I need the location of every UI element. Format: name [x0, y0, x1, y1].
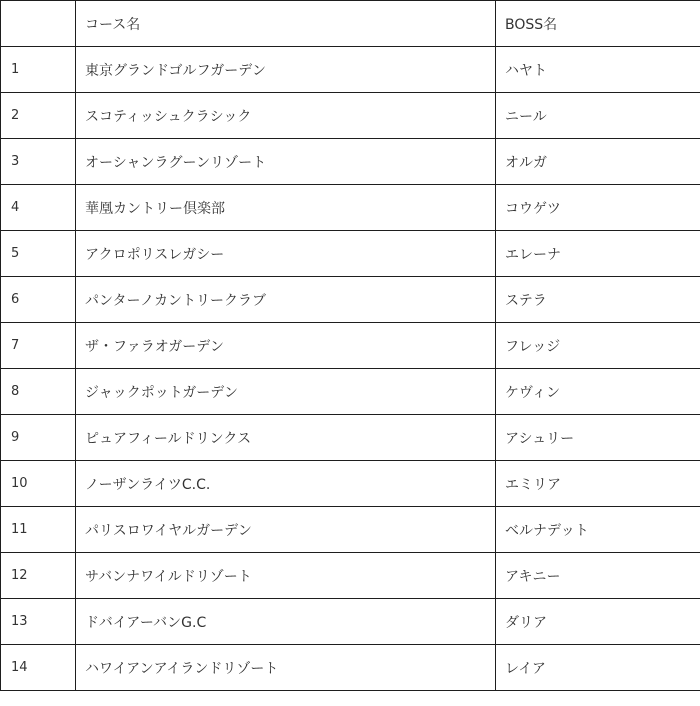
header-boss-name: BOSS名: [496, 1, 700, 47]
row-number: 10: [1, 461, 76, 507]
course-name: ドバイアーバンG.C: [76, 599, 496, 645]
boss-name: ステラ: [496, 277, 700, 323]
table-row: [1, 369, 700, 415]
course-name: ザ・ファラオガーデン: [76, 323, 496, 369]
table-row: [1, 185, 700, 231]
boss-name: ニール: [496, 93, 700, 139]
boss-name: ベルナデット: [496, 507, 700, 553]
table-row: [1, 323, 700, 369]
boss-name: ハヤト: [496, 47, 700, 93]
table-body: [1, 47, 700, 691]
table-row: [1, 93, 700, 139]
boss-name: ダリア: [496, 599, 700, 645]
table-row: [1, 415, 700, 461]
course-name: スコティッシュクラシック: [76, 93, 496, 139]
boss-name: エミリア: [496, 461, 700, 507]
boss-name: エレーナ: [496, 231, 700, 277]
row-number: 12: [1, 553, 76, 599]
table-row: [1, 277, 700, 323]
table-row: [1, 645, 700, 691]
boss-name: ケヴィン: [496, 369, 700, 415]
table-row: [1, 139, 700, 185]
row-number: 7: [1, 323, 76, 369]
course-name: パンターノカントリークラブ: [76, 277, 496, 323]
row-number: 11: [1, 507, 76, 553]
table-row: [1, 507, 700, 553]
course-name: ハワイアンアイランドリゾート: [76, 645, 496, 691]
table-row: [1, 599, 700, 645]
course-name: ノーザンライツC.C.: [76, 461, 496, 507]
boss-name: フレッジ: [496, 323, 700, 369]
row-number: 14: [1, 645, 76, 691]
boss-name: アキニー: [496, 553, 700, 599]
row-number: 2: [1, 93, 76, 139]
course-name: オーシャンラグーンリゾート: [76, 139, 496, 185]
course-name: ピュアフィールドリンクス: [76, 415, 496, 461]
row-number: 5: [1, 231, 76, 277]
table-row: [1, 461, 700, 507]
row-number: 3: [1, 139, 76, 185]
row-number: 9: [1, 415, 76, 461]
row-number: 8: [1, 369, 76, 415]
boss-name: コウゲツ: [496, 185, 700, 231]
course-name: アクロポリスレガシー: [76, 231, 496, 277]
row-number: 1: [1, 47, 76, 93]
row-number: 4: [1, 185, 76, 231]
boss-name: レイア: [496, 645, 700, 691]
table-row: [1, 231, 700, 277]
course-name: ジャックポットガーデン: [76, 369, 496, 415]
row-number: 13: [1, 599, 76, 645]
table-row: [1, 553, 700, 599]
course-name: 華凰カントリー倶楽部: [76, 185, 496, 231]
boss-name: オルガ: [496, 139, 700, 185]
boss-name: アシュリー: [496, 415, 700, 461]
header-number: [1, 1, 76, 47]
course-name: パリスロワイヤルガーデン: [76, 507, 496, 553]
table-row: [1, 47, 700, 93]
course-name: 東京グランドゴルフガーデン: [76, 47, 496, 93]
row-number: 6: [1, 277, 76, 323]
header-row: [1, 1, 700, 47]
header-course-name: コース名: [76, 1, 496, 47]
course-name: サバンナワイルドリゾート: [76, 553, 496, 599]
